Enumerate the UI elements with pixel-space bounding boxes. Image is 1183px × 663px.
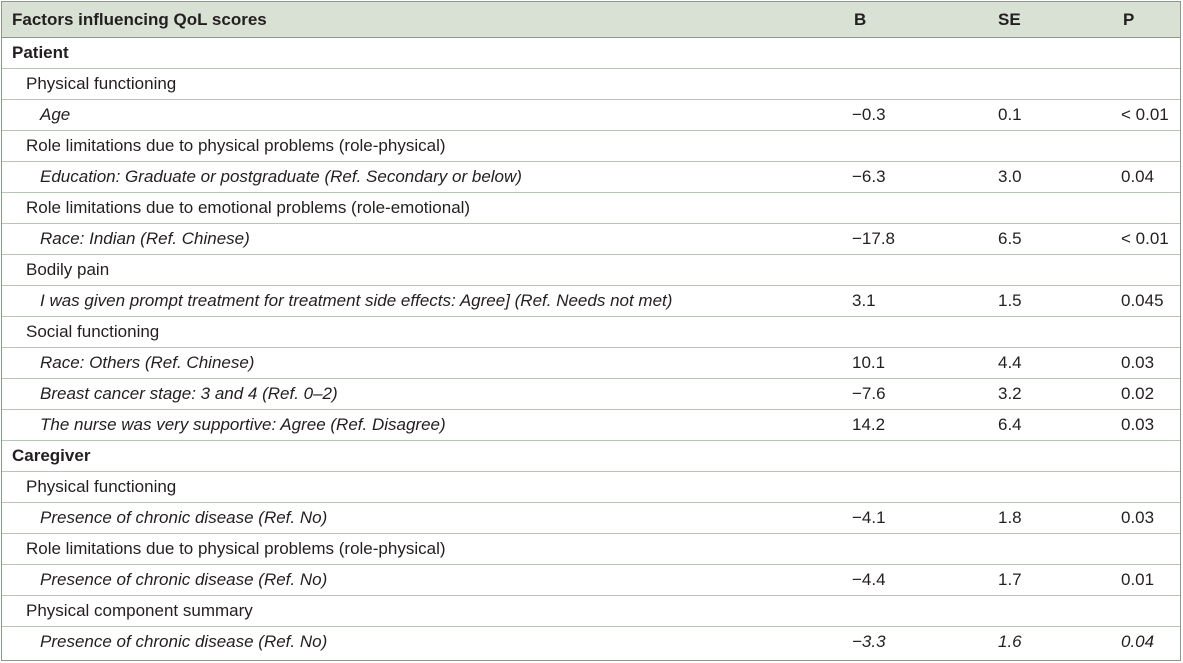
row-label: Social functioning (26, 322, 160, 341)
b-value: −4.4 (852, 570, 886, 589)
b-value: 14.2 (852, 415, 886, 434)
domain-row (2, 534, 1180, 565)
p-value: < 0.01 (1121, 105, 1169, 124)
table-header-row (2, 2, 1180, 38)
se-value: 6.4 (998, 415, 1022, 434)
se-value: 6.5 (998, 229, 1022, 248)
row-label: Physical functioning (26, 477, 177, 496)
row-label: Physical component summary (26, 601, 253, 620)
table-row (2, 348, 1180, 379)
table-row (2, 627, 1180, 657)
b-value: −3.3 (852, 632, 886, 651)
se-value: 1.7 (998, 570, 1022, 589)
p-value: 0.02 (1121, 384, 1155, 403)
se-value: 1.5 (998, 291, 1022, 310)
se-value: 1.6 (998, 632, 1022, 651)
row-label: Breast cancer stage: 3 and 4 (Ref. 0–2) (40, 384, 338, 403)
domain-row (2, 596, 1180, 627)
p-value: 0.045 (1121, 291, 1164, 310)
qol-factors-table (1, 1, 1181, 661)
domain-row (2, 193, 1180, 224)
group-row-patient (2, 38, 1180, 69)
row-label: Bodily pain (26, 260, 110, 279)
table-row (2, 224, 1180, 255)
se-value: 3.2 (998, 384, 1022, 403)
domain-row (2, 255, 1180, 286)
se-value: 0.1 (998, 105, 1022, 124)
se-value: 4.4 (998, 353, 1022, 372)
table-row (2, 379, 1180, 410)
se-value: 3.0 (998, 167, 1022, 186)
row-label: Patient (12, 43, 69, 62)
p-value: 0.04 (1121, 632, 1155, 651)
row-label: Role limitations due to emotional problems (role-emotional) (26, 198, 471, 217)
b-value: −7.6 (852, 384, 886, 403)
domain-row (2, 317, 1180, 348)
se-value: 1.8 (998, 508, 1022, 527)
table-row (2, 286, 1180, 317)
header-se: SE (998, 9, 1021, 29)
b-value: −4.1 (852, 508, 886, 527)
group-row-caregiver (2, 441, 1180, 472)
header-factors: Factors influencing QoL scores (12, 9, 267, 29)
b-value: −17.8 (852, 229, 896, 248)
p-value: 0.01 (1121, 570, 1155, 589)
row-label: Physical functioning (26, 74, 177, 93)
row-label: I was given prompt treatment for treatment side effects: Agree] (Ref. Needs not met) (40, 291, 673, 310)
p-value: 0.04 (1121, 167, 1155, 186)
row-label: Presence of chronic disease (Ref. No) (40, 508, 328, 527)
row-label: Presence of chronic disease (Ref. No) (40, 570, 328, 589)
domain-row (2, 472, 1180, 503)
domain-row (2, 69, 1180, 100)
table-row (2, 410, 1180, 441)
header-p: P (1123, 9, 1135, 29)
row-label: Race: Others (Ref. Chinese) (40, 353, 255, 372)
table-row (2, 503, 1180, 534)
row-label: The nurse was very supportive: Agree (Ref. Disagree) (40, 415, 446, 434)
p-value: 0.03 (1121, 508, 1155, 527)
table-row (2, 162, 1180, 193)
row-label: Race: Indian (Ref. Chinese) (40, 229, 250, 248)
table-row (2, 565, 1180, 596)
row-label: Role limitations due to physical problems (role-physical) (26, 136, 446, 155)
domain-row (2, 131, 1180, 162)
row-label: Presence of chronic disease (Ref. No) (40, 632, 328, 651)
row-label: Education: Graduate or postgraduate (Ref. Secondary or below) (40, 167, 522, 186)
header-b: B (854, 9, 867, 29)
b-value: −0.3 (852, 105, 886, 124)
row-label: Caregiver (12, 446, 91, 465)
row-label: Role limitations due to physical problems (role-physical) (26, 539, 446, 558)
p-value: 0.03 (1121, 353, 1155, 372)
b-value: 3.1 (852, 291, 876, 310)
p-value: 0.03 (1121, 415, 1155, 434)
p-value: < 0.01 (1121, 229, 1169, 248)
b-value: −6.3 (852, 167, 886, 186)
table-row (2, 100, 1180, 131)
b-value: 10.1 (852, 353, 886, 372)
row-label: Age (40, 105, 71, 124)
